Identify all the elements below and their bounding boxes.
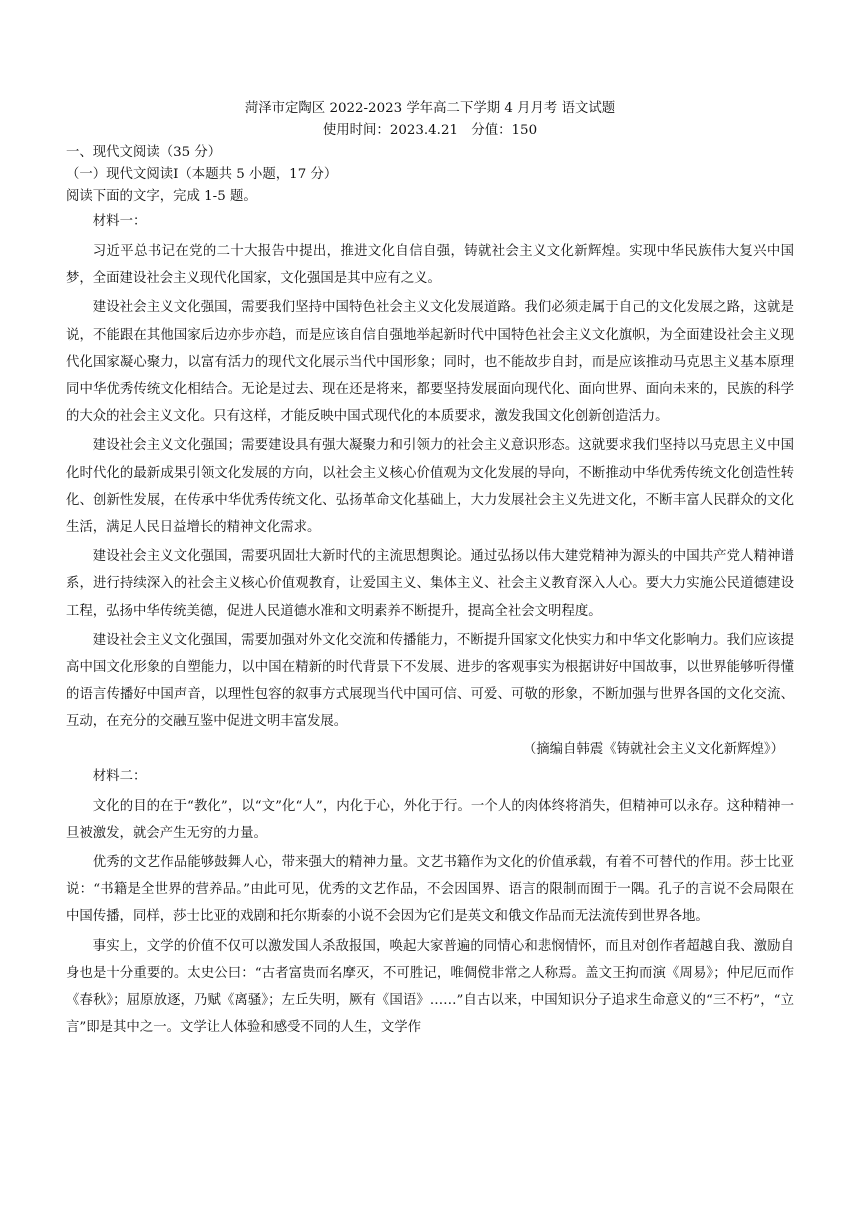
material-one-paragraph: 建设社会主义文化强国，需要我们坚持中国特色社会主义文化发展道路。我们必须走属于自己的文化发展之路，这就是说，不能跟在其他国家后边亦步亦趋，而是应该自信自强地举起新时代中国特色社会主义文化旗帜，为全面建设社会主义现代化国家凝心聚力，以富有活力的现代文化展示当代中国形象；同时，也不能故步自封，而是应该推动马克思主义基本原理同中华优秀传统文化相结合。无论是过去、现在还是将来，都要坚持发展面向现代化、面向世界、面向未来的，民族的科学的大众的社会主义文化。只有这样，才能反映中国式现代化的本质要求，激发我国文化创新创造活力。 bbox=[66, 300, 794, 425]
material-two-label: 材料二： bbox=[92, 768, 147, 784]
material-one-paragraph: 建设社会主义文化强国，需要加强对外文化交流和传播能力，不断提升国家文化快实力和中华文化影响力。我们应该提高中国文化形象的自塑能力，以中国在精新的时代背景下不发展、进步的客观事实为根据讲好中国故事，以世界能够听得懂的语言传播好中国声音，以理性包容的叙事方式展现当代中国可信、可爱、可敬的形象，不断加强与世界各国的文化交流、互动，在充分的交融互鉴中促进文明丰富发展。 bbox=[66, 632, 794, 730]
section-heading: 一、现代文阅读（35 分） bbox=[66, 145, 222, 160]
subsection-heading: （一）现代文阅读Ⅰ（本题共 5 小题，17 分） bbox=[66, 167, 338, 182]
exam-subtitle: 使用时间：2023.4.21 分值：150 bbox=[322, 123, 538, 138]
material-two-paragraph: 优秀的文艺作品能够鼓舞人心，带来强大的精神力量。文艺书籍作为文化的价值承载，有着不可替代的作用。莎士比亚说：“书籍是全世界的营养品。”由此可见，优秀的文艺作品，不会因国界、语言的限制而囿于一隅。孔子的言说不会局限在中国传播，同样，莎士比亚的戏剧和托尔斯泰的小说不会因为它们是英文和俄文作品而无法流传到世界各地。 bbox=[66, 855, 794, 925]
material-two-paragraph: 文化的目的在于“教化”，以“文”化“人”，内化于心，外化于行。一个人的肉体终将消失，但精神可以永存。这种精神一旦被激发，就会产生无穷的力量。 bbox=[66, 798, 794, 841]
material-one-label: 材料一： bbox=[92, 214, 147, 229]
material-one-paragraph: 习近平总书记在党的二十大报告中提出，推进文化自信自强，铸就社会主义文化新辉煌。实现中华民族伟大复兴中国梦，全面建设社会主义现代化国家，文化强国是其中应有之义。 bbox=[66, 244, 794, 287]
material-one-source: （摘编自韩震《铸就社会主义文化新辉煌》） bbox=[522, 741, 784, 757]
reading-instruction: 阅读下面的文字，完成 1-5 题。 bbox=[66, 189, 257, 204]
material-one-paragraph: 建设社会主义文化强国；需要建设具有强大凝聚力和引领力的社会主义意识形态。这就要求我们坚持以马克思主义中国化时代化的最新成果引领文化发展的方向，以社会主义核心价值观为文化发展的导向，不断推动中华优秀传统文化创造性转化、创新性发展，在传承中华优秀传统文化、弘扬革命文化基础上，大力发展社会主义先进文化，不断丰富人民群众的文化生活，满足人民日益增长的精神文化需求。 bbox=[66, 438, 794, 536]
material-one-paragraph: 建设社会主义文化强国，需要巩固壮大新时代的主流思想舆论。通过弘扬以伟大建党精神为源头的中国共产党人精神谱系，进行持续深入的社会主义核心价值观教育，让爱国主义、集体主义、社会主义教育深入人心。要大力实施公民道德建设工程，弘扬中华传统美德，促进人民道德水准和文明素养不断提升，提高全社会文明程度。 bbox=[66, 549, 794, 619]
exam-title: 菏泽市定陶区 2022-2023 学年高二下学期 4 月月考 语文试题 bbox=[244, 101, 616, 116]
material-two-paragraph: 事实上，文学的价值不仅可以激发国人杀敌报国，唤起大家普遍的同情心和悲悯情怀，而且对创作者超越自我、激励自身也是十分重要的。太史公曰：“古者富贵而名摩灭，不可胜记，唯倜傥非常之人称焉。盖文王拘而演《周易》；仲尼厄而作《春秋》；屈原放逐，乃赋《离骚》；左丘失明，厥有《国语》……”自古以来，中国知识分子追求生命意义的“三不朽”，“立言”即是其中之一。文学让人体验和感受不同的人生，文学作 bbox=[66, 938, 794, 1036]
